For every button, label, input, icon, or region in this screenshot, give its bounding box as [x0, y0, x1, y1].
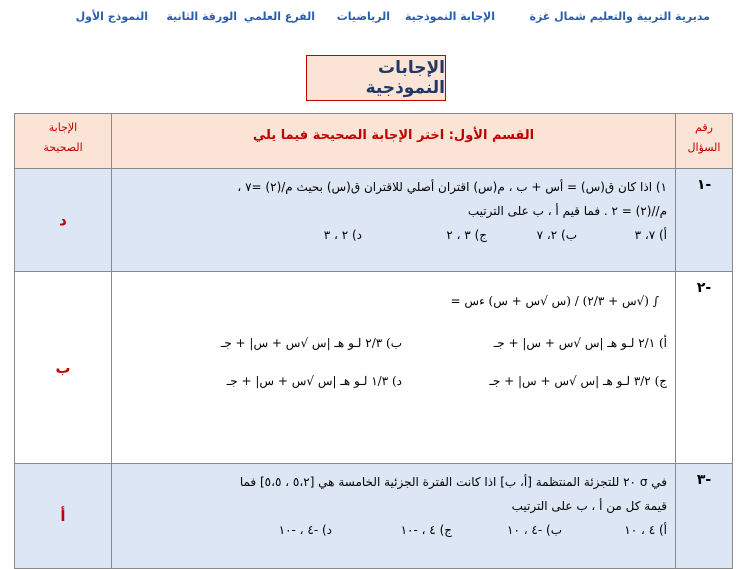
option-a: أ) ٤ ، ١٠	[624, 523, 667, 537]
question-body	[112, 272, 676, 464]
question-line: ∫ (√س + ٢/٣) / (س √س + س) ءس =	[450, 294, 659, 308]
question-line: قيمة كل من أ ، ب على الترتيب	[511, 499, 667, 513]
option-c: ج) ٣/٢ لـو هـ |س √س + س| + جـ	[489, 374, 667, 388]
table-row	[15, 464, 733, 569]
options-row	[118, 362, 667, 400]
question-number: -١	[676, 169, 733, 272]
header-section-title: القسم الأول: اختر الإجابة الصحيحة فيما يلي	[112, 114, 676, 169]
option-a: أ) ٧، ٣	[634, 228, 667, 242]
table-row	[15, 272, 733, 464]
page-title: الإجابات النموذجية	[306, 55, 446, 101]
option-d: د) ١/٣ لـو هـ |س √س + س| + جـ	[226, 374, 402, 388]
option-b: ب) ٢/٣ لـو هـ |س √س + س| + جـ	[220, 336, 402, 350]
question-number: -٣	[676, 464, 733, 569]
option-a: أ) ٢/١ لـو هـ |س √س + س| + جـ	[493, 336, 667, 350]
header-subject: الرياضيات	[336, 10, 390, 23]
header-correct-answer	[15, 114, 112, 169]
header-answers-label: الإجابة النموذجية	[404, 10, 495, 23]
option-c: ج) ٣ ، ٢	[446, 228, 487, 242]
question-line: م//(٢) = ٢ . فما قيم أ ، ب على الترتيب	[467, 204, 667, 218]
options-row	[118, 324, 667, 362]
question-line: في σ ٢٠ للتجزئة المنتظمة [أ، ب] اذا كانت الفترة الجزئية الخامسة هي [٥،٢ ، ٥،٥] فما	[239, 475, 667, 489]
options-row	[118, 223, 667, 247]
option-c: ج) ٤ ، -١٠	[400, 523, 452, 537]
header-answer-line2: الصحيحة	[43, 141, 83, 154]
table-header-row	[15, 114, 733, 169]
option-d: د) ٢ ، ٣	[323, 228, 362, 242]
option-b: ب) -٤ ، ١٠	[507, 523, 562, 537]
header-question-number	[676, 114, 733, 169]
option-b: ب) ٢، ٧	[536, 228, 577, 242]
correct-answer: د	[15, 169, 112, 272]
header-number-line1: رقم	[695, 121, 713, 134]
header-paper: الورقة الثانية	[166, 10, 237, 23]
table-row	[15, 169, 733, 272]
header-number-line2: السؤال	[687, 141, 721, 154]
answers-table	[14, 113, 733, 569]
header-branch: الفرع العلمي	[243, 10, 315, 23]
question-line: ١) اذا كان ق(س) = أس + ب ، م(س) اقتران أصلي للاقتران ق(س) بحيث م/(٢) =٧ ،	[237, 180, 667, 194]
question-body	[112, 464, 676, 569]
header-answer-line1: الإجابة	[48, 121, 78, 134]
header-model: النموذج الأول	[75, 10, 148, 23]
header-directorate: مديرية التربية والتعليم شمال غزة	[529, 10, 710, 23]
correct-answer: ب	[15, 272, 112, 464]
question-number: -٢	[676, 272, 733, 464]
question-body	[112, 169, 676, 272]
options-row	[118, 518, 667, 542]
correct-answer: أ	[15, 464, 112, 569]
option-d: د) -٤ ، -١٠	[278, 523, 332, 537]
